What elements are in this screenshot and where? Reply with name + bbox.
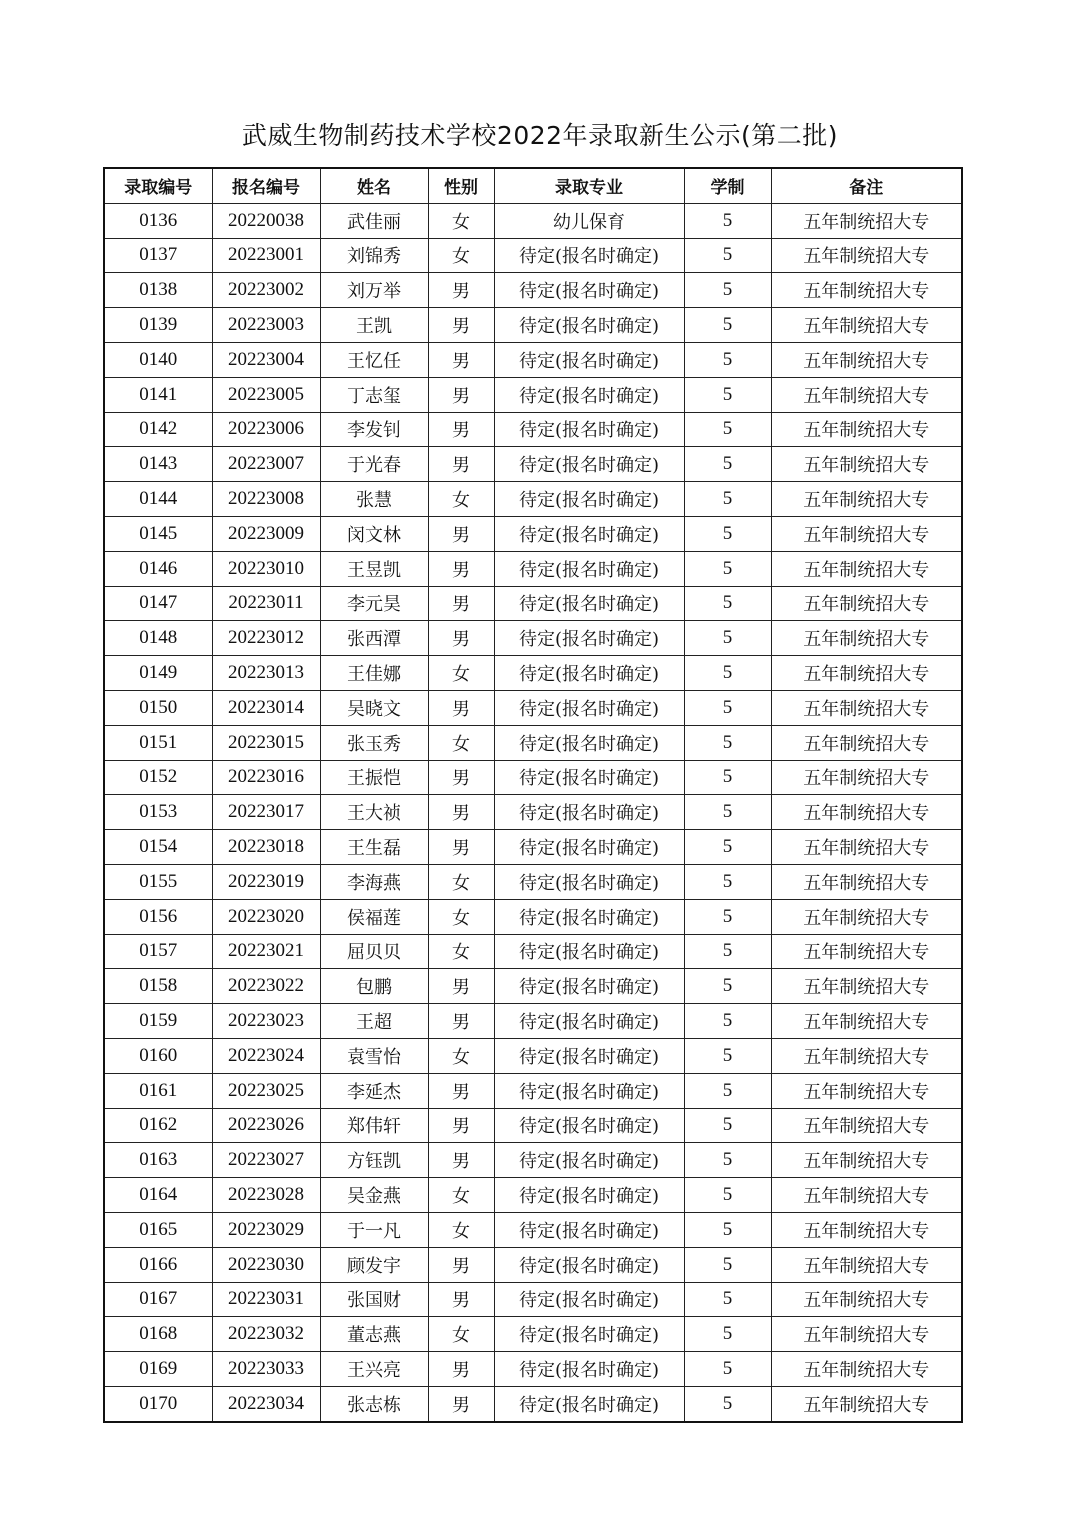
registration-no-cell: 20223024 bbox=[212, 1038, 320, 1073]
major-cell: 待定(报名时确定) bbox=[494, 1317, 684, 1352]
major-cell: 待定(报名时确定) bbox=[494, 1004, 684, 1039]
registration-no-cell: 20223016 bbox=[212, 760, 320, 795]
gender-cell: 男 bbox=[428, 586, 494, 621]
table-row bbox=[104, 1317, 962, 1352]
student-name-cell: 董志燕 bbox=[320, 1317, 428, 1352]
gender-cell: 男 bbox=[428, 795, 494, 830]
admission-no-cell: 0154 bbox=[104, 830, 212, 865]
registration-no-cell: 20223018 bbox=[212, 830, 320, 865]
duration-cell: 5 bbox=[684, 690, 771, 725]
table-row bbox=[104, 690, 962, 725]
registration-no-cell: 20223031 bbox=[212, 1282, 320, 1317]
gender-cell: 女 bbox=[428, 203, 494, 238]
admission-no-cell: 0164 bbox=[104, 1178, 212, 1213]
table-row bbox=[104, 586, 962, 621]
admission-no-cell: 0166 bbox=[104, 1247, 212, 1282]
gender-cell: 女 bbox=[428, 1317, 494, 1352]
duration-cell: 5 bbox=[684, 1386, 771, 1421]
remarks-cell: 五年制统招大专 bbox=[771, 1108, 962, 1143]
gender-cell: 女 bbox=[428, 1212, 494, 1247]
student-name-cell: 方钰凯 bbox=[320, 1143, 428, 1178]
duration-cell: 5 bbox=[684, 864, 771, 899]
registration-no-cell: 20223002 bbox=[212, 273, 320, 308]
admission-no-cell: 0165 bbox=[104, 1212, 212, 1247]
table-row bbox=[104, 1352, 962, 1387]
admission-no-cell: 0141 bbox=[104, 377, 212, 412]
student-name-cell: 侯福莲 bbox=[320, 899, 428, 934]
student-name-cell: 李延杰 bbox=[320, 1073, 428, 1108]
admission-no-cell: 0139 bbox=[104, 308, 212, 343]
duration-cell: 5 bbox=[684, 795, 771, 830]
admission-no-cell: 0159 bbox=[104, 1004, 212, 1039]
table-row bbox=[104, 1212, 962, 1247]
table-row bbox=[104, 656, 962, 691]
gender-cell: 男 bbox=[428, 447, 494, 482]
admission-no-cell: 0156 bbox=[104, 899, 212, 934]
major-cell: 待定(报名时确定) bbox=[494, 1212, 684, 1247]
registration-no-cell: 20223014 bbox=[212, 690, 320, 725]
admission-no-cell: 0149 bbox=[104, 656, 212, 691]
table-row bbox=[104, 412, 962, 447]
gender-cell: 女 bbox=[428, 899, 494, 934]
duration-cell: 5 bbox=[684, 656, 771, 691]
admission-no-cell: 0167 bbox=[104, 1282, 212, 1317]
registration-no-cell: 20223008 bbox=[212, 482, 320, 517]
registration-no-cell: 20223009 bbox=[212, 516, 320, 551]
admission-no-cell: 0146 bbox=[104, 551, 212, 586]
table-row bbox=[104, 1247, 962, 1282]
duration-cell: 5 bbox=[684, 830, 771, 865]
remarks-cell: 五年制统招大专 bbox=[771, 656, 962, 691]
student-name-cell: 李海燕 bbox=[320, 864, 428, 899]
duration-cell: 5 bbox=[684, 551, 771, 586]
student-name-cell: 张慧 bbox=[320, 482, 428, 517]
registration-no-cell: 20223033 bbox=[212, 1352, 320, 1387]
table-row bbox=[104, 551, 962, 586]
registration-no-cell: 20223032 bbox=[212, 1317, 320, 1352]
registration-no-cell: 20223005 bbox=[212, 377, 320, 412]
registration-no-cell: 20223011 bbox=[212, 586, 320, 621]
remarks-cell: 五年制统招大专 bbox=[771, 203, 962, 238]
duration-cell: 5 bbox=[684, 412, 771, 447]
duration-cell: 5 bbox=[684, 1247, 771, 1282]
duration-cell: 5 bbox=[684, 447, 771, 482]
admission-no-cell: 0142 bbox=[104, 412, 212, 447]
remarks-cell: 五年制统招大专 bbox=[771, 690, 962, 725]
registration-no-cell: 20223004 bbox=[212, 342, 320, 377]
student-name-cell: 于光春 bbox=[320, 447, 428, 482]
student-name-cell: 王超 bbox=[320, 1004, 428, 1039]
major-cell: 待定(报名时确定) bbox=[494, 1352, 684, 1387]
major-cell: 幼儿保育 bbox=[494, 203, 684, 238]
table-row bbox=[104, 447, 962, 482]
major-cell: 待定(报名时确定) bbox=[494, 516, 684, 551]
student-name-cell: 张玉秀 bbox=[320, 725, 428, 760]
remarks-cell: 五年制统招大专 bbox=[771, 377, 962, 412]
table-row bbox=[104, 1386, 962, 1421]
duration-cell: 5 bbox=[684, 308, 771, 343]
major-cell: 待定(报名时确定) bbox=[494, 1178, 684, 1213]
table-row bbox=[104, 1108, 962, 1143]
gender-cell: 男 bbox=[428, 308, 494, 343]
remarks-cell: 五年制统招大专 bbox=[771, 551, 962, 586]
table-row bbox=[104, 934, 962, 969]
duration-cell: 5 bbox=[684, 621, 771, 656]
major-cell: 待定(报名时确定) bbox=[494, 586, 684, 621]
table-row bbox=[104, 1073, 962, 1108]
admission-no-cell: 0137 bbox=[104, 238, 212, 273]
duration-cell: 5 bbox=[684, 203, 771, 238]
registration-no-cell: 20223034 bbox=[212, 1386, 320, 1421]
major-cell: 待定(报名时确定) bbox=[494, 690, 684, 725]
major-cell: 待定(报名时确定) bbox=[494, 656, 684, 691]
gender-cell: 男 bbox=[428, 969, 494, 1004]
gender-cell: 男 bbox=[428, 1386, 494, 1421]
admission-no-cell: 0168 bbox=[104, 1317, 212, 1352]
student-name-cell: 包鹏 bbox=[320, 969, 428, 1004]
student-name-cell: 吴晓文 bbox=[320, 690, 428, 725]
remarks-cell: 五年制统招大专 bbox=[771, 1073, 962, 1108]
admission-no-cell: 0150 bbox=[104, 690, 212, 725]
gender-cell: 女 bbox=[428, 656, 494, 691]
remarks-cell: 五年制统招大专 bbox=[771, 1317, 962, 1352]
duration-cell: 5 bbox=[684, 1178, 771, 1213]
registration-no-cell: 20223022 bbox=[212, 969, 320, 1004]
student-name-cell: 刘锦秀 bbox=[320, 238, 428, 273]
student-name-cell: 王佳娜 bbox=[320, 656, 428, 691]
gender-cell: 男 bbox=[428, 621, 494, 656]
gender-cell: 男 bbox=[428, 1004, 494, 1039]
duration-cell: 5 bbox=[684, 725, 771, 760]
admission-no-cell: 0163 bbox=[104, 1143, 212, 1178]
registration-no-cell: 20223013 bbox=[212, 656, 320, 691]
remarks-cell: 五年制统招大专 bbox=[771, 969, 962, 1004]
remarks-cell: 五年制统招大专 bbox=[771, 1178, 962, 1213]
gender-cell: 女 bbox=[428, 238, 494, 273]
major-cell: 待定(报名时确定) bbox=[494, 725, 684, 760]
table-row bbox=[104, 725, 962, 760]
remarks-cell: 五年制统招大专 bbox=[771, 864, 962, 899]
table-row bbox=[104, 238, 962, 273]
gender-cell: 男 bbox=[428, 516, 494, 551]
header-name: 姓名 bbox=[320, 168, 428, 203]
remarks-cell: 五年制统招大专 bbox=[771, 934, 962, 969]
student-name-cell: 王大祯 bbox=[320, 795, 428, 830]
gender-cell: 女 bbox=[428, 1038, 494, 1073]
registration-no-cell: 20223007 bbox=[212, 447, 320, 482]
student-name-cell: 张志栋 bbox=[320, 1386, 428, 1421]
duration-cell: 5 bbox=[684, 1143, 771, 1178]
admission-no-cell: 0143 bbox=[104, 447, 212, 482]
duration-cell: 5 bbox=[684, 1212, 771, 1247]
remarks-cell: 五年制统招大专 bbox=[771, 308, 962, 343]
major-cell: 待定(报名时确定) bbox=[494, 969, 684, 1004]
remarks-cell: 五年制统招大专 bbox=[771, 760, 962, 795]
admission-no-cell: 0136 bbox=[104, 203, 212, 238]
gender-cell: 男 bbox=[428, 690, 494, 725]
major-cell: 待定(报名时确定) bbox=[494, 447, 684, 482]
registration-no-cell: 20223021 bbox=[212, 934, 320, 969]
registration-no-cell: 20223028 bbox=[212, 1178, 320, 1213]
major-cell: 待定(报名时确定) bbox=[494, 760, 684, 795]
registration-no-cell: 20223029 bbox=[212, 1212, 320, 1247]
duration-cell: 5 bbox=[684, 1004, 771, 1039]
table-row bbox=[104, 795, 962, 830]
remarks-cell: 五年制统招大专 bbox=[771, 795, 962, 830]
student-name-cell: 闵文林 bbox=[320, 516, 428, 551]
table-row bbox=[104, 830, 962, 865]
remarks-cell: 五年制统招大专 bbox=[771, 1386, 962, 1421]
major-cell: 待定(报名时确定) bbox=[494, 934, 684, 969]
major-cell: 待定(报名时确定) bbox=[494, 1143, 684, 1178]
gender-cell: 男 bbox=[428, 830, 494, 865]
major-cell: 待定(报名时确定) bbox=[494, 238, 684, 273]
student-name-cell: 王昱凯 bbox=[320, 551, 428, 586]
student-name-cell: 张西潭 bbox=[320, 621, 428, 656]
major-cell: 待定(报名时确定) bbox=[494, 1282, 684, 1317]
remarks-cell: 五年制统招大专 bbox=[771, 586, 962, 621]
header-registration-no: 报名编号 bbox=[212, 168, 320, 203]
table-row bbox=[104, 1038, 962, 1073]
duration-cell: 5 bbox=[684, 1317, 771, 1352]
header-gender: 性别 bbox=[428, 168, 494, 203]
duration-cell: 5 bbox=[684, 1352, 771, 1387]
major-cell: 待定(报名时确定) bbox=[494, 308, 684, 343]
gender-cell: 男 bbox=[428, 273, 494, 308]
duration-cell: 5 bbox=[684, 273, 771, 308]
major-cell: 待定(报名时确定) bbox=[494, 1073, 684, 1108]
table-row bbox=[104, 621, 962, 656]
major-cell: 待定(报名时确定) bbox=[494, 273, 684, 308]
table-row bbox=[104, 1282, 962, 1317]
remarks-cell: 五年制统招大专 bbox=[771, 1038, 962, 1073]
registration-no-cell: 20223026 bbox=[212, 1108, 320, 1143]
admission-no-cell: 0140 bbox=[104, 342, 212, 377]
remarks-cell: 五年制统招大专 bbox=[771, 1352, 962, 1387]
duration-cell: 5 bbox=[684, 1108, 771, 1143]
student-name-cell: 丁志玺 bbox=[320, 377, 428, 412]
registration-no-cell: 20223027 bbox=[212, 1143, 320, 1178]
gender-cell: 男 bbox=[428, 377, 494, 412]
duration-cell: 5 bbox=[684, 1038, 771, 1073]
table-row bbox=[104, 969, 962, 1004]
remarks-cell: 五年制统招大专 bbox=[771, 725, 962, 760]
table-row bbox=[104, 1004, 962, 1039]
remarks-cell: 五年制统招大专 bbox=[771, 273, 962, 308]
remarks-cell: 五年制统招大专 bbox=[771, 412, 962, 447]
remarks-cell: 五年制统招大专 bbox=[771, 621, 962, 656]
major-cell: 待定(报名时确定) bbox=[494, 899, 684, 934]
remarks-cell: 五年制统招大专 bbox=[771, 1143, 962, 1178]
remarks-cell: 五年制统招大专 bbox=[771, 447, 962, 482]
gender-cell: 女 bbox=[428, 1178, 494, 1213]
duration-cell: 5 bbox=[684, 516, 771, 551]
page-title: 武威生物制药技术学校2022年录取新生公示(第二批) bbox=[241, 121, 839, 150]
gender-cell: 女 bbox=[428, 864, 494, 899]
duration-cell: 5 bbox=[684, 342, 771, 377]
gender-cell: 男 bbox=[428, 1282, 494, 1317]
student-name-cell: 袁雪怡 bbox=[320, 1038, 428, 1073]
registration-no-cell: 20223015 bbox=[212, 725, 320, 760]
student-name-cell: 武佳丽 bbox=[320, 203, 428, 238]
major-cell: 待定(报名时确定) bbox=[494, 342, 684, 377]
table-row bbox=[104, 516, 962, 551]
table-row bbox=[104, 864, 962, 899]
major-cell: 待定(报名时确定) bbox=[494, 830, 684, 865]
admission-no-cell: 0157 bbox=[104, 934, 212, 969]
admission-no-cell: 0152 bbox=[104, 760, 212, 795]
gender-cell: 男 bbox=[428, 1073, 494, 1108]
duration-cell: 5 bbox=[684, 969, 771, 1004]
major-cell: 待定(报名时确定) bbox=[494, 1386, 684, 1421]
gender-cell: 男 bbox=[428, 1143, 494, 1178]
registration-no-cell: 20223030 bbox=[212, 1247, 320, 1282]
header-admission-no: 录取编号 bbox=[104, 168, 212, 203]
admission-no-cell: 0158 bbox=[104, 969, 212, 1004]
admission-no-cell: 0155 bbox=[104, 864, 212, 899]
student-name-cell: 顾发宇 bbox=[320, 1247, 428, 1282]
remarks-cell: 五年制统招大专 bbox=[771, 1247, 962, 1282]
admission-no-cell: 0161 bbox=[104, 1073, 212, 1108]
gender-cell: 女 bbox=[428, 725, 494, 760]
table-row bbox=[104, 760, 962, 795]
remarks-cell: 五年制统招大专 bbox=[771, 1282, 962, 1317]
registration-no-cell: 20223010 bbox=[212, 551, 320, 586]
table-row bbox=[104, 203, 962, 238]
header-major: 录取专业 bbox=[494, 168, 684, 203]
remarks-cell: 五年制统招大专 bbox=[771, 238, 962, 273]
header-remarks: 备注 bbox=[771, 168, 962, 203]
admission-no-cell: 0145 bbox=[104, 516, 212, 551]
duration-cell: 5 bbox=[684, 1282, 771, 1317]
table-row bbox=[104, 308, 962, 343]
remarks-cell: 五年制统招大专 bbox=[771, 830, 962, 865]
admission-no-cell: 0170 bbox=[104, 1386, 212, 1421]
duration-cell: 5 bbox=[684, 482, 771, 517]
major-cell: 待定(报名时确定) bbox=[494, 377, 684, 412]
registration-no-cell: 20223003 bbox=[212, 308, 320, 343]
registration-no-cell: 20223017 bbox=[212, 795, 320, 830]
student-name-cell: 李元昊 bbox=[320, 586, 428, 621]
remarks-cell: 五年制统招大专 bbox=[771, 342, 962, 377]
duration-cell: 5 bbox=[684, 934, 771, 969]
table-row bbox=[104, 1143, 962, 1178]
registration-no-cell: 20223025 bbox=[212, 1073, 320, 1108]
gender-cell: 女 bbox=[428, 934, 494, 969]
major-cell: 待定(报名时确定) bbox=[494, 1108, 684, 1143]
student-name-cell: 王振恺 bbox=[320, 760, 428, 795]
remarks-cell: 五年制统招大专 bbox=[771, 1004, 962, 1039]
header-duration: 学制 bbox=[684, 168, 771, 203]
table-body bbox=[104, 203, 962, 1421]
table-row bbox=[104, 899, 962, 934]
student-name-cell: 王生磊 bbox=[320, 830, 428, 865]
table-row bbox=[104, 342, 962, 377]
gender-cell: 男 bbox=[428, 412, 494, 447]
admission-no-cell: 0153 bbox=[104, 795, 212, 830]
admission-no-cell: 0147 bbox=[104, 586, 212, 621]
student-name-cell: 王忆任 bbox=[320, 342, 428, 377]
student-name-cell: 李发钊 bbox=[320, 412, 428, 447]
student-name-cell: 于一凡 bbox=[320, 1212, 428, 1247]
major-cell: 待定(报名时确定) bbox=[494, 412, 684, 447]
admission-no-cell: 0169 bbox=[104, 1352, 212, 1387]
gender-cell: 男 bbox=[428, 760, 494, 795]
student-name-cell: 王兴亮 bbox=[320, 1352, 428, 1387]
duration-cell: 5 bbox=[684, 899, 771, 934]
major-cell: 待定(报名时确定) bbox=[494, 1038, 684, 1073]
registration-no-cell: 20220038 bbox=[212, 203, 320, 238]
registration-no-cell: 20223012 bbox=[212, 621, 320, 656]
table-row bbox=[104, 377, 962, 412]
duration-cell: 5 bbox=[684, 1073, 771, 1108]
gender-cell: 女 bbox=[428, 482, 494, 517]
table-row bbox=[104, 482, 962, 517]
major-cell: 待定(报名时确定) bbox=[494, 551, 684, 586]
remarks-cell: 五年制统招大专 bbox=[771, 482, 962, 517]
duration-cell: 5 bbox=[684, 238, 771, 273]
registration-no-cell: 20223001 bbox=[212, 238, 320, 273]
table-header-row bbox=[104, 168, 962, 203]
admission-no-cell: 0151 bbox=[104, 725, 212, 760]
admission-no-cell: 0160 bbox=[104, 1038, 212, 1073]
registration-no-cell: 20223020 bbox=[212, 899, 320, 934]
remarks-cell: 五年制统招大专 bbox=[771, 1212, 962, 1247]
registration-no-cell: 20223023 bbox=[212, 1004, 320, 1039]
major-cell: 待定(报名时确定) bbox=[494, 482, 684, 517]
gender-cell: 男 bbox=[428, 342, 494, 377]
major-cell: 待定(报名时确定) bbox=[494, 795, 684, 830]
admission-no-cell: 0162 bbox=[104, 1108, 212, 1143]
remarks-cell: 五年制统招大专 bbox=[771, 899, 962, 934]
admission-no-cell: 0148 bbox=[104, 621, 212, 656]
admission-no-cell: 0138 bbox=[104, 273, 212, 308]
student-name-cell: 吴金燕 bbox=[320, 1178, 428, 1213]
major-cell: 待定(报名时确定) bbox=[494, 1247, 684, 1282]
major-cell: 待定(报名时确定) bbox=[494, 864, 684, 899]
admission-no-cell: 0144 bbox=[104, 482, 212, 517]
student-name-cell: 屈贝贝 bbox=[320, 934, 428, 969]
student-name-cell: 郑伟轩 bbox=[320, 1108, 428, 1143]
gender-cell: 男 bbox=[428, 1247, 494, 1282]
gender-cell: 男 bbox=[428, 1352, 494, 1387]
gender-cell: 男 bbox=[428, 551, 494, 586]
table-row bbox=[104, 273, 962, 308]
student-name-cell: 刘万举 bbox=[320, 273, 428, 308]
registration-no-cell: 20223019 bbox=[212, 864, 320, 899]
registration-no-cell: 20223006 bbox=[212, 412, 320, 447]
duration-cell: 5 bbox=[684, 586, 771, 621]
major-cell: 待定(报名时确定) bbox=[494, 621, 684, 656]
student-name-cell: 张国财 bbox=[320, 1282, 428, 1317]
duration-cell: 5 bbox=[684, 760, 771, 795]
table-row bbox=[104, 1178, 962, 1213]
student-name-cell: 王凯 bbox=[320, 308, 428, 343]
admission-table bbox=[103, 167, 963, 1423]
duration-cell: 5 bbox=[684, 377, 771, 412]
remarks-cell: 五年制统招大专 bbox=[771, 516, 962, 551]
gender-cell: 男 bbox=[428, 1108, 494, 1143]
